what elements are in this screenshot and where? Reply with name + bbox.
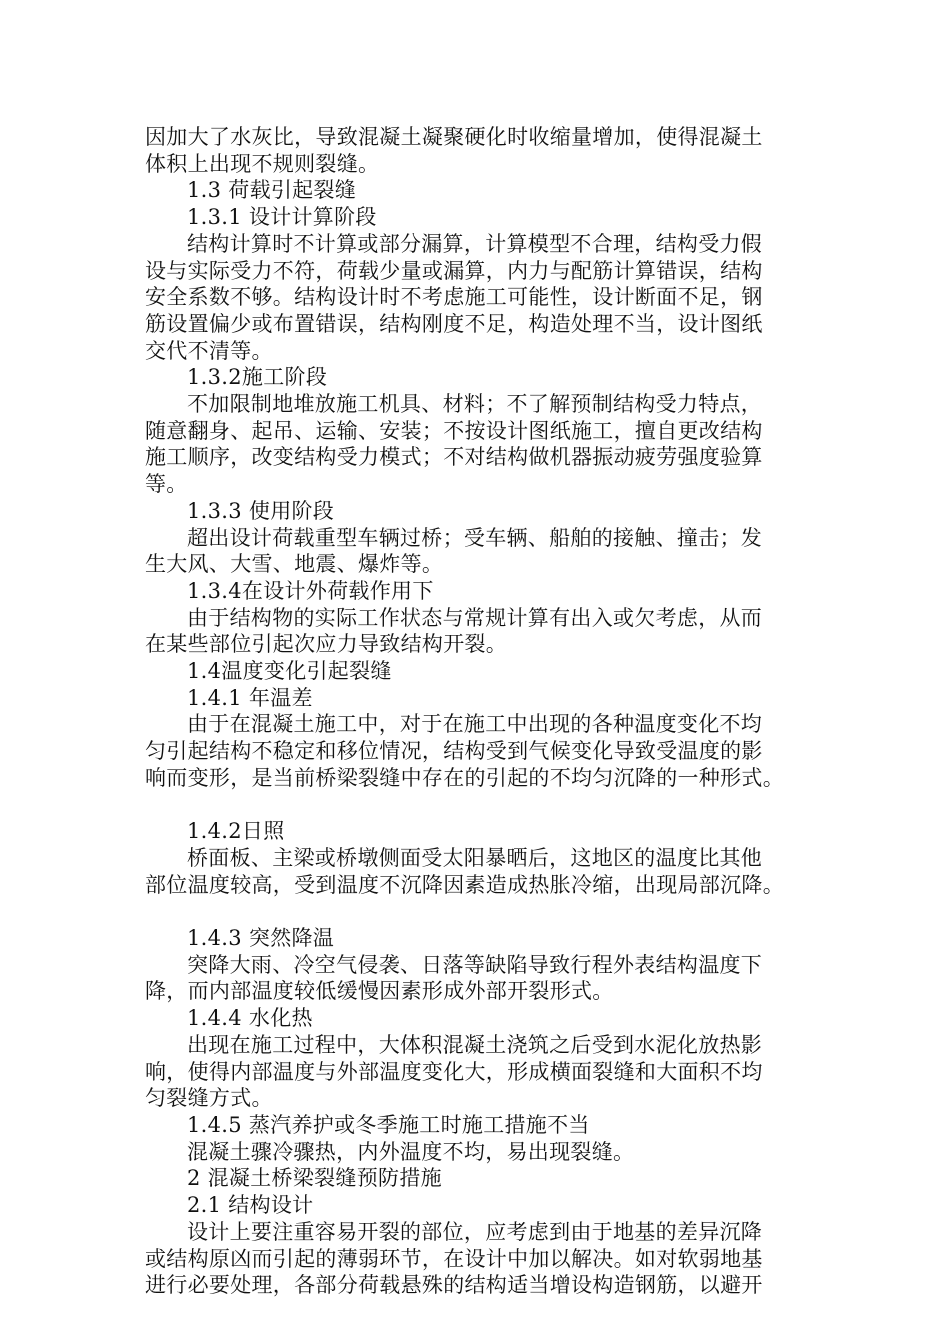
- paragraph-line: 部位温度较高，受到温度不沉降因素造成热胀冷缩，出现局部沉降。: [145, 872, 784, 897]
- paragraph-line: 施工顺序，改变结构受力模式；不对结构做机器振动疲劳强度验算: [145, 445, 763, 470]
- paragraph-line: 设计上要注重容易开裂的部位，应考虑到由于地基的差异沉降: [187, 1219, 763, 1244]
- paragraph-line: 由于在混凝土施工中，对于在施工中出现的各种温度变化不均: [187, 712, 763, 737]
- section-heading: 1.4.2日照: [187, 819, 285, 844]
- document-body: [145, 124, 805, 1299]
- paragraph-line: 设与实际受力不符，荷载少量或漏算，内力与配筋计算错误，结构: [145, 258, 763, 283]
- section-heading: 1.4.3 突然降温: [187, 926, 335, 951]
- paragraph-line: 桥面板、主梁或桥墩侧面受太阳暴晒后，这地区的温度比其他: [187, 845, 763, 870]
- paragraph-spacer: [145, 792, 805, 819]
- section-heading: 1.4温度变化引起裂缝: [187, 659, 392, 684]
- section-heading: 1.3.3 使用阶段: [187, 498, 335, 523]
- paragraph-line: 或结构原凶而引起的薄弱环节，在设计中加以解决。如对软弱地基: [145, 1246, 763, 1271]
- paragraph-line: 在某些部位引起次应力导致结构开裂。: [145, 632, 508, 657]
- paragraph-line: 交代不清等。: [145, 338, 273, 363]
- section-heading: 2.1 结构设计: [187, 1193, 314, 1218]
- paragraph-line: 生大风、大雪、地震、爆炸等。: [145, 552, 444, 577]
- paragraph-line: 安全系数不够。结构设计时不考虑施工可能性，设计断面不足，钢: [145, 285, 763, 310]
- paragraph-line: 响，使得内部温度与外部温度变化大，形成横面裂缝和大面积不均: [145, 1059, 763, 1084]
- paragraph-line: 随意翻身、起吊、运输、安装；不按设计图纸施工，擅自更改结构: [145, 418, 763, 443]
- paragraph-line: 体积上出现不规则裂缝。: [145, 151, 380, 176]
- section-heading: 1.3.1 设计计算阶段: [187, 205, 377, 230]
- paragraph-line: 进行必要处理，各部分荷载悬殊的结构适当增设构造钢筋，以避开: [145, 1273, 763, 1298]
- section-heading: 1.3.4在设计外荷载作用下: [187, 578, 434, 603]
- paragraph-line: 混凝土骤冷骤热，内外温度不均，易出现裂缝。: [187, 1139, 635, 1164]
- section-heading: 1.4.1 年温差: [187, 685, 313, 710]
- paragraph-line: 不加限制地堆放施工机具、材料；不了解预制结构受力特点，: [187, 392, 763, 417]
- section-heading: 1.4.4 水化热: [187, 1006, 313, 1031]
- paragraph-line: 突降大雨、冷空气侵袭、日落等缺陷导致行程外表结构温度下: [187, 952, 763, 977]
- paragraph-line: 降，而内部温度较低缓慢因素形成外部开裂形式。: [145, 979, 614, 1004]
- paragraph-line: 匀裂缝方式。: [145, 1086, 273, 1111]
- section-heading: 1.4.5 蒸汽养护或冬季施工时施工措施不当: [187, 1112, 590, 1137]
- paragraph-line: 出现在施工过程中，大体积混凝土浇筑之后受到水泥化放热影: [187, 1032, 763, 1057]
- paragraph-line: 响而变形，是当前桥梁裂缝中存在的引起的不均匀沉降的一种形式。: [145, 765, 784, 790]
- paragraph-line: 结构计算时不计算或部分漏算，计算模型不合理，结构受力假: [187, 231, 763, 256]
- paragraph-line: 匀引起结构不稳定和移位情况，结构受到气候变化导致受温度的影: [145, 739, 763, 764]
- paragraph-line: 超出设计荷载重型车辆过桥；受车辆、船舶的接触、撞击；发: [187, 525, 763, 550]
- paragraph-line: 因加大了水灰比，导致混凝土凝聚硬化时收缩量增加，使得混凝土: [145, 125, 763, 149]
- paragraph-line: 由于结构物的实际工作状态与常规计算有出入或欠考虑，从而: [187, 605, 763, 630]
- section-heading: 1.3.2施工阶段: [187, 365, 328, 390]
- paragraph-line: 筋设置偏少或布置错误，结构刚度不足，构造处理不当，设计图纸: [145, 311, 763, 336]
- section-heading: 1.3 荷载引起裂缝: [187, 178, 357, 203]
- section-heading: 2 混凝土桥梁裂缝预防措施: [187, 1166, 442, 1191]
- paragraph-line: 等。: [145, 472, 188, 497]
- paragraph-spacer: [145, 898, 805, 925]
